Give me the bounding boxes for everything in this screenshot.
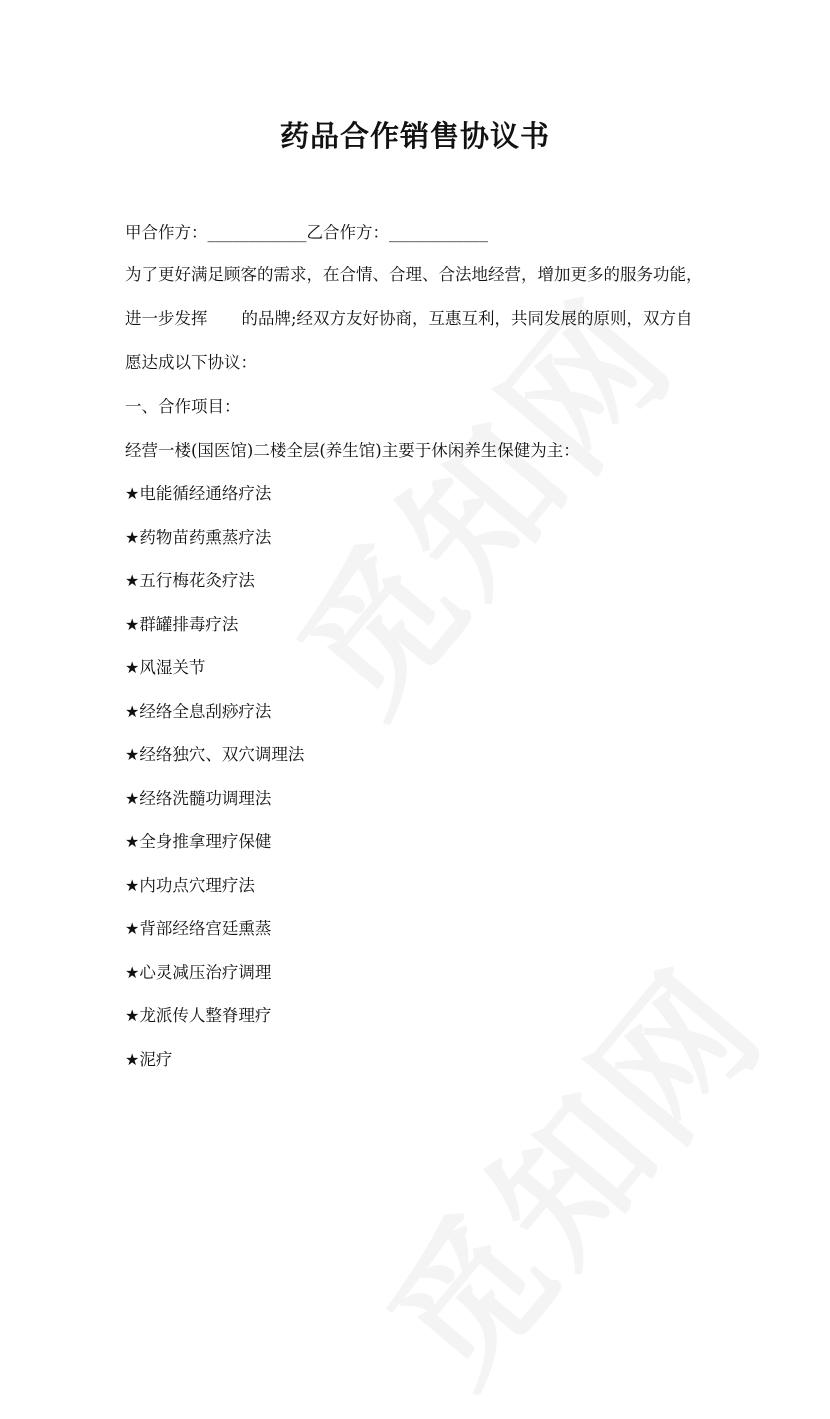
star-bullet-icon: ★ xyxy=(125,1006,140,1025)
star-bullet-icon: ★ xyxy=(125,615,140,634)
intro-line-2-part-b: 的品牌;经双方友好协商，互惠互利，共同发展的原则，双方自 xyxy=(241,309,693,328)
party-a-blank: ____________ xyxy=(207,223,307,242)
list-item: ★药物苗药熏蒸疗法 xyxy=(125,528,272,547)
party-line xyxy=(125,222,488,244)
list-item: ★五行梅花灸疗法 xyxy=(125,571,255,590)
list-item: ★背部经络宫廷熏蒸 xyxy=(125,919,272,938)
section-description: 经营一楼(国医馆)二楼全层(养生馆)主要于休闲养生保健为主： xyxy=(125,441,580,460)
star-bullet-icon: ★ xyxy=(125,1050,140,1069)
list-item: ★龙派传人整脊理疗 xyxy=(125,1006,272,1025)
list-item: ★经络洗髓功调理法 xyxy=(125,789,272,808)
party-b-blank: ____________ xyxy=(389,223,488,242)
list-item: ★电能循经通络疗法 xyxy=(125,484,272,503)
star-bullet-icon: ★ xyxy=(125,484,140,503)
intro-line-1: 为了更好满足顾客的需求，在合情、合理、合法地经营，增加更多的服务功能， xyxy=(125,265,703,284)
list-item: ★泥疗 xyxy=(125,1050,173,1069)
list-item: ★心灵减压治疗调理 xyxy=(125,963,272,982)
party-a-label: 甲合作方： xyxy=(125,223,208,242)
list-item: ★经络独穴、双穴调理法 xyxy=(125,745,305,764)
star-bullet-icon: ★ xyxy=(125,702,140,721)
star-bullet-icon: ★ xyxy=(125,919,140,938)
list-item: ★全身推拿理疗保健 xyxy=(125,832,272,851)
list-item: ★风湿关节 xyxy=(125,658,206,677)
list-item: ★内功点穴理疗法 xyxy=(125,876,255,895)
watermark xyxy=(332,917,802,1419)
star-bullet-icon: ★ xyxy=(125,658,140,677)
star-bullet-icon: ★ xyxy=(125,876,140,895)
list-item: ★群罐排毒疗法 xyxy=(125,615,239,634)
section-heading: 一、合作项目： xyxy=(125,397,241,416)
star-bullet-icon: ★ xyxy=(125,528,140,547)
star-bullet-icon: ★ xyxy=(125,789,140,808)
star-bullet-icon: ★ xyxy=(125,963,140,982)
star-bullet-icon: ★ xyxy=(125,571,140,590)
intro-line-3: 愿达成以下协议： xyxy=(125,353,257,372)
star-bullet-icon: ★ xyxy=(125,745,140,764)
list-item: ★经络全息刮痧疗法 xyxy=(125,702,272,721)
document-title: 药品合作销售协议书 xyxy=(279,119,550,153)
party-b-label: 乙合作方： xyxy=(306,223,389,242)
star-bullet-icon: ★ xyxy=(125,832,140,851)
intro-line-2 xyxy=(125,308,693,330)
intro-line-2-part-a: 进一步发挥 xyxy=(125,309,208,328)
